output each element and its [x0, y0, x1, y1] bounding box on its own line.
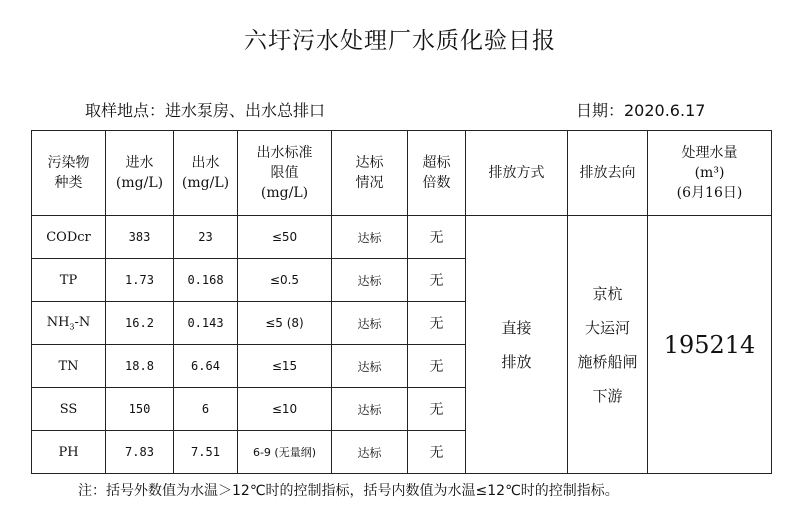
report-title: 六圩污水处理厂水质化验日报 — [244, 28, 556, 54]
table-row — [32, 216, 772, 259]
compliance-status: 达标 — [332, 302, 408, 345]
discharge-destination-cell: 京杭 大运河 施桥船闸 下游 — [568, 216, 648, 474]
influent-value: 383 — [106, 216, 174, 259]
influent-value: 150 — [106, 388, 174, 431]
header-discharge-destination: 排放去向 — [568, 131, 648, 216]
header-discharge-method: 排放方式 — [466, 131, 568, 216]
compliance-status: 达标 — [332, 431, 408, 474]
header-influent: 进水 (mg/L) — [106, 131, 174, 216]
treated-volume-cell: 195214 — [648, 216, 772, 474]
report-date: 日期：2020.6.17 — [576, 101, 706, 120]
header-row — [32, 131, 772, 216]
influent-value: 18.8 — [106, 345, 174, 388]
effluent-value: 0.168 — [174, 259, 238, 302]
effluent-value: 6 — [174, 388, 238, 431]
limit-value: 6-9 (无量纲) — [238, 431, 332, 474]
header-pollutant: 污染物 种类 — [32, 131, 106, 216]
footnote: 注：括号外数值为水温＞12℃时的控制指标，括号内数值为水温≤12℃时的控制指标。 — [78, 483, 619, 499]
limit-value: ≤50 — [238, 216, 332, 259]
exceed-value: 无 — [408, 216, 466, 259]
param-name: SS — [32, 388, 106, 431]
header-compliance: 达标 情况 — [332, 131, 408, 216]
header-treated-volume: 处理水量 (m³) (6月16日) — [648, 131, 772, 216]
influent-value: 1.73 — [106, 259, 174, 302]
compliance-status: 达标 — [332, 216, 408, 259]
header-standard-limit: 出水标准 限值 (mg/L) — [238, 131, 332, 216]
param-name: CODcr — [32, 216, 106, 259]
exceed-value: 无 — [408, 431, 466, 474]
limit-value: ≤10 — [238, 388, 332, 431]
effluent-value: 0.143 — [174, 302, 238, 345]
param-name: TN — [32, 345, 106, 388]
discharge-method-cell: 直接 排放 — [466, 216, 568, 474]
exceed-value: 无 — [408, 345, 466, 388]
limit-value: ≤15 — [238, 345, 332, 388]
limit-value: ≤0.5 — [238, 259, 332, 302]
influent-value: 16.2 — [106, 302, 174, 345]
compliance-status: 达标 — [332, 345, 408, 388]
compliance-status: 达标 — [332, 388, 408, 431]
exceed-value: 无 — [408, 302, 466, 345]
effluent-value: 6.64 — [174, 345, 238, 388]
exceed-value: 无 — [408, 259, 466, 302]
compliance-status: 达标 — [332, 259, 408, 302]
param-name: PH — [32, 431, 106, 474]
header-effluent: 出水 (mg/L) — [174, 131, 238, 216]
param-name: TP — [32, 259, 106, 302]
water-quality-table — [31, 130, 772, 474]
limit-value: ≤5 (8) — [238, 302, 332, 345]
header-exceed-ratio: 超标 倍数 — [408, 131, 466, 216]
sampling-location: 取样地点：进水泵房、出水总排口 — [85, 101, 326, 120]
exceed-value: 无 — [408, 388, 466, 431]
param-name: $NH_3-N$ — [32, 302, 106, 345]
effluent-value: 7.51 — [174, 431, 238, 474]
influent-value: 7.83 — [106, 431, 174, 474]
effluent-value: 23 — [174, 216, 238, 259]
